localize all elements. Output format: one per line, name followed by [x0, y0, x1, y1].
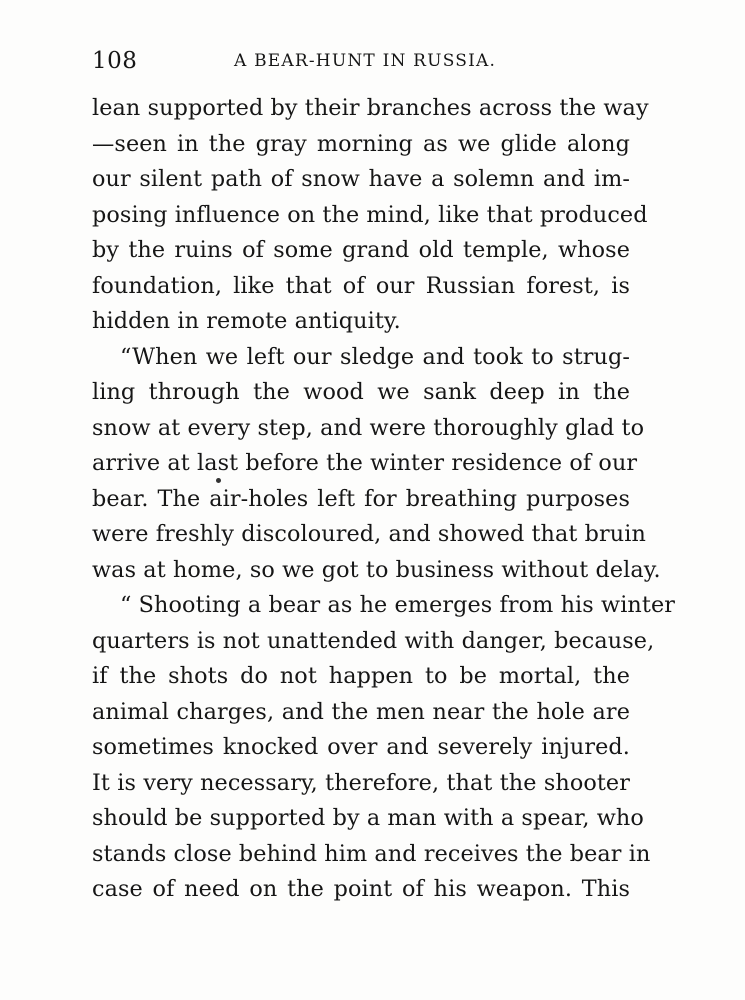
- text-line: posing influence on the mind, like that produced: [92, 201, 648, 228]
- running-title: A BEAR-HUNT IN RUSSIA.: [234, 51, 497, 71]
- text-line: “ Shooting a bear as he emerges from his winter: [120, 592, 676, 618]
- text-line: if the shots do not happen to be mortal, the: [92, 663, 630, 689]
- text-line: ling through the wood we sank deep in the: [92, 379, 630, 405]
- text-line: were freshly discoloured, and showed that bruin: [92, 521, 646, 547]
- text-line: —seen in the gray morning as we glide along: [92, 130, 630, 157]
- text-line: case of need on the point of his weapon. This: [92, 876, 630, 902]
- text-line: was at home, so we got to business without delay.: [92, 556, 661, 583]
- running-head: [92, 44, 632, 78]
- text-line: our silent path of snow have a solemn and im-: [92, 166, 630, 192]
- text-line: sometimes knocked over and severely injured.: [92, 734, 630, 760]
- text-line: quarters is not unattended with danger, because,: [92, 627, 655, 654]
- text-line: foundation, like that of our Russian forest, is: [92, 272, 630, 299]
- body-text: [92, 91, 676, 908]
- text-line: animal charges, and the men near the hole are: [92, 698, 630, 725]
- text-line: by the ruins of some grand old temple, whose: [92, 237, 630, 263]
- text-line: arrive at last before the winter residence of our: [92, 450, 638, 476]
- text-line: snow at every step, and were thoroughly glad to: [92, 414, 645, 441]
- text-line: bear. The air-holes left for breathing purposes: [92, 485, 630, 512]
- text-line: It is very necessary, therefore, that the shooter: [92, 769, 630, 796]
- text-line: lean supported by their branches across the way: [92, 95, 649, 121]
- text-line: “When we left our sledge and took to strug-: [120, 343, 630, 370]
- text-line: stands close behind him and receives the bear in: [92, 840, 651, 867]
- text-line: should be supported by a man with a spear, who: [92, 805, 644, 831]
- ink-speck: [216, 478, 221, 483]
- page-number: 108: [92, 48, 138, 74]
- text-line: hidden in remote antiquity.: [92, 308, 401, 334]
